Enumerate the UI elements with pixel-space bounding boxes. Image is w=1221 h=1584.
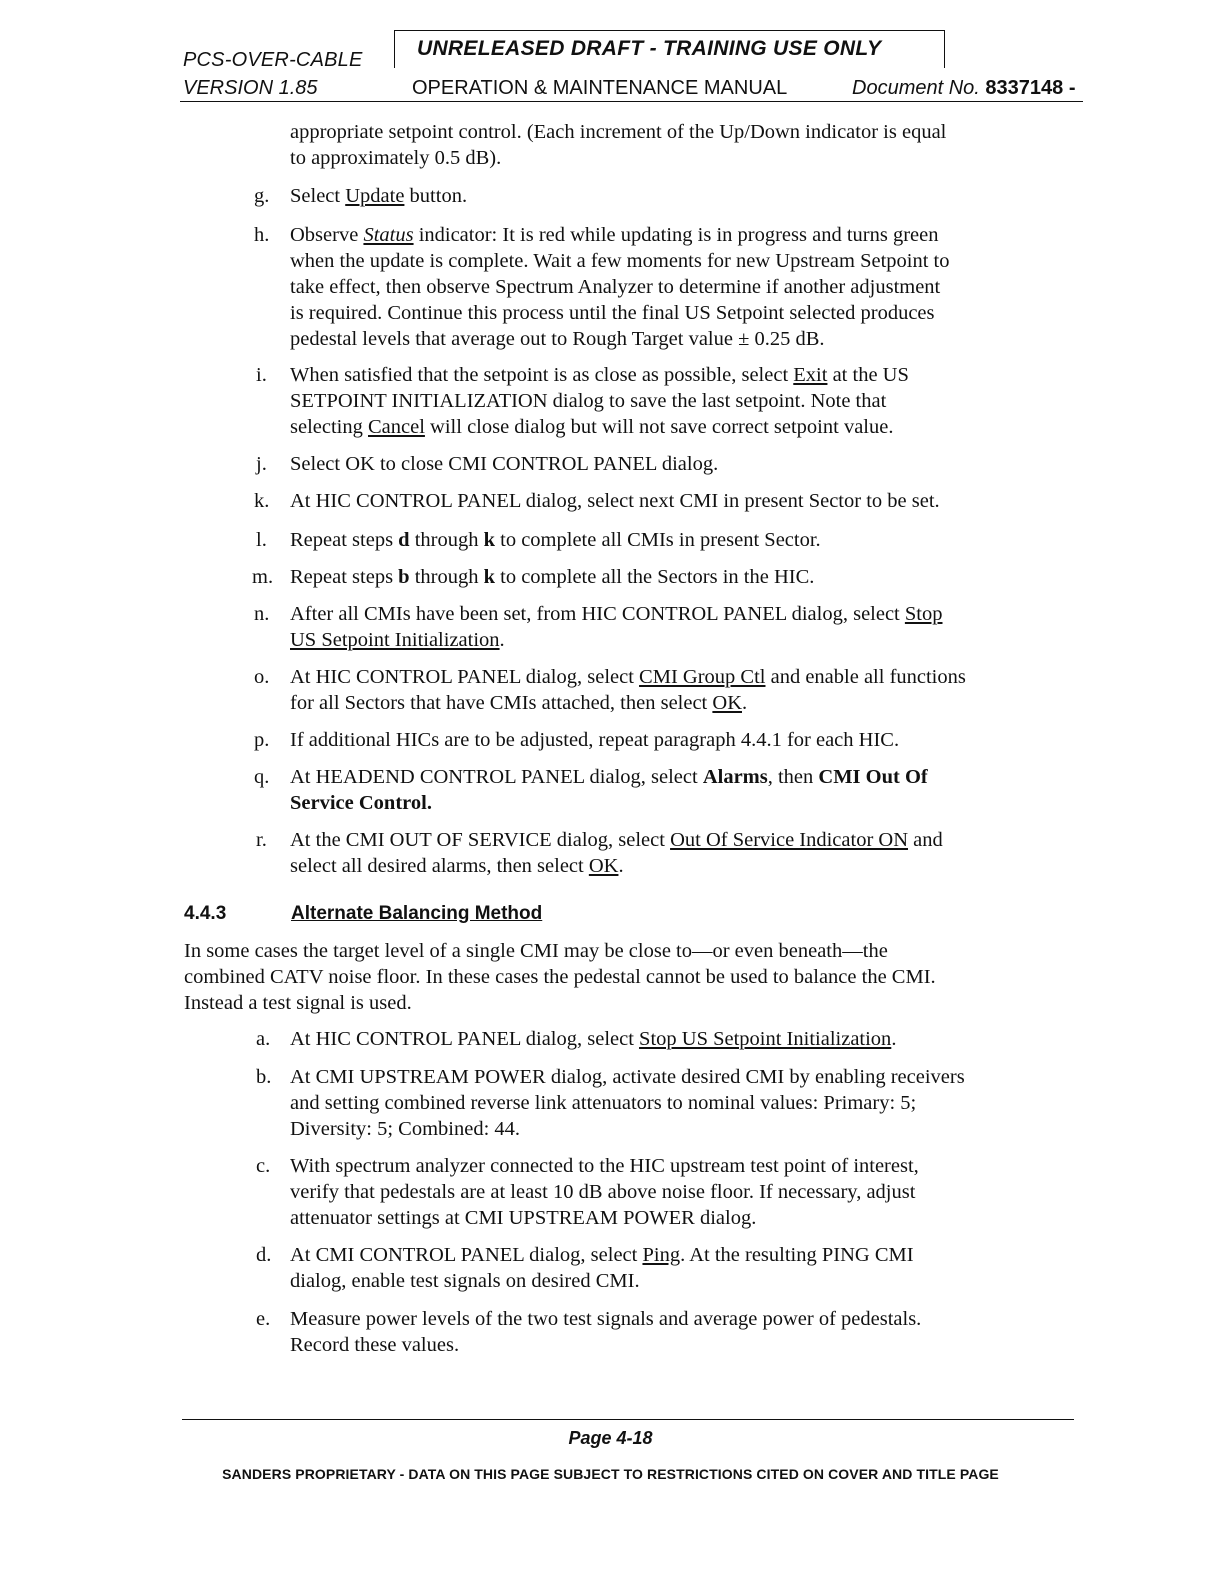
section-intro [184, 938, 936, 1016]
status-indicator-ref: Status [363, 224, 414, 246]
text-line: SETPOINT INITIALIZATION dialog to save the last setpoint. Note that [290, 390, 887, 412]
text-line: combined CATV noise floor. In these cases the pedestal cannot be used to balance the CMI. [184, 966, 936, 988]
text: and enable all functions [765, 666, 966, 688]
text-line: pedestal levels that average out to Rough Target value ± 0.25 dB. [290, 328, 825, 350]
text: At CMI CONTROL PANEL dialog, select [290, 1244, 643, 1266]
stop-setpoint-ref: US Setpoint Initialization [290, 629, 500, 651]
text: select all desired alarms, then select [290, 855, 589, 877]
text: through [409, 566, 484, 588]
alarms-ref: Alarms [702, 766, 768, 788]
step-o [290, 664, 966, 716]
text-line: With spectrum analyzer connected to the HIC upstream test point of interest, [290, 1155, 919, 1177]
text-line: dialog, enable test signals on desired CMI. [290, 1270, 640, 1292]
text-line [290, 601, 943, 627]
text-line: to approximately 0.5 dB). [290, 147, 502, 169]
text: indicator: It is red while updating is in progress and turns green [413, 224, 939, 246]
text: Repeat steps [290, 529, 399, 551]
step-q [290, 764, 928, 816]
step-label: l. [256, 529, 267, 551]
text-line [290, 827, 943, 853]
text: When satisfied that the setpoint is as close as possible, select [290, 364, 794, 386]
step-g [290, 183, 467, 209]
cmi-out-of-service-ref: CMI Out Of [818, 766, 928, 788]
stop-setpoint-ref: Stop [904, 603, 943, 625]
text-line: In some cases the target level of a single CMI may be close to—or even beneath—the [184, 940, 888, 962]
text-line [290, 853, 943, 879]
step-label: c. [256, 1155, 271, 1177]
footer-rule [182, 1419, 1074, 1420]
step-m [290, 564, 814, 590]
text: At the CMI OUT OF SERVICE dialog, select [290, 829, 671, 851]
step-label: g. [254, 185, 270, 207]
text-line: At CMI UPSTREAM POWER dialog, activate desired CMI by enabling receivers [290, 1066, 965, 1088]
text-line: attenuator settings at CMI UPSTREAM POWER dialog. [290, 1207, 757, 1229]
header-rule [180, 101, 1083, 102]
text-line: verify that pedestals are at least 10 dB above noise floor. If necessary, adjust [290, 1181, 916, 1203]
header-document-number [852, 76, 1075, 100]
step-ref: d [398, 529, 410, 551]
step-label: b. [256, 1066, 272, 1088]
text-line: when the update is complete. Wait a few moments for new Upstream Setpoint to [290, 250, 950, 272]
step-label: d. [256, 1244, 272, 1266]
header-manual-title: OPERATION & MAINTENANCE MANUAL [412, 77, 788, 99]
step-label: p. [254, 729, 270, 751]
header-product-block [183, 47, 363, 73]
step-e [290, 1306, 921, 1358]
stop-setpoint-ref: Stop US Setpoint Initialization [639, 1028, 892, 1050]
text: After all CMIs have been set, from HIC CONTROL PANEL dialog, select [290, 603, 905, 625]
step-label: e. [256, 1308, 271, 1330]
text: At HEADEND CONTROL PANEL dialog, select [290, 766, 703, 788]
text-line [290, 764, 928, 790]
text: At HIC CONTROL PANEL dialog, select [290, 666, 640, 688]
text: Repeat steps [290, 566, 399, 588]
header-product: PCS-OVER-CABLE [183, 49, 363, 71]
step-l [290, 527, 821, 553]
ok-button-ref: OK [588, 855, 619, 877]
step-label: j. [256, 453, 267, 475]
cmi-out-of-service-ref: Service Control [290, 792, 427, 814]
text-line [290, 790, 928, 816]
step-c [290, 1153, 919, 1231]
text-line [290, 362, 909, 388]
text-line: Diversity: 5; Combined: 44. [290, 1118, 521, 1140]
step-label: k. [254, 490, 270, 512]
step-label: r. [256, 829, 267, 851]
step-ref: k [483, 566, 496, 588]
text: . [618, 855, 624, 877]
ok-button-ref: OK [712, 692, 742, 714]
step-k: At HIC CONTROL PANEL dialog, select next CMI in present Sector to be set. [290, 490, 940, 512]
exit-button-ref: Exit [793, 364, 828, 386]
text: At HIC CONTROL PANEL dialog, select [290, 1028, 640, 1050]
text-line: Measure power levels of the two test signals and average power of pedestals. [290, 1308, 922, 1330]
section-title: Alternate Balancing Method [291, 903, 543, 924]
step-label: h. [254, 224, 270, 246]
step-n [290, 601, 943, 653]
step-a [290, 1026, 896, 1052]
text: . [891, 1028, 897, 1050]
update-button-ref: Update [345, 185, 405, 207]
doc-label: Document No. [852, 77, 980, 99]
text: through [409, 529, 484, 551]
page-number: Page 4-18 [568, 1428, 653, 1448]
text-line: take effect, then observe Spectrum Analyzer to determine if another adjustment [290, 276, 941, 298]
text: Observe [290, 224, 364, 246]
proprietary-notice: SANDERS PROPRIETARY - DATA ON THIS PAGE SUBJECT TO RESTRICTIONS CITED ON COVER AND TITLE PAGE [222, 1466, 999, 1482]
text-line: is required. Continue this process until the final US Setpoint selected produces [290, 302, 935, 324]
text-line [290, 690, 966, 716]
text: . [499, 629, 505, 651]
text: for all Sectors that have CMIs attached, then select [290, 692, 713, 714]
text: . [742, 692, 748, 714]
text-line: Record these values. [290, 1334, 460, 1356]
text: to complete all CMIs in present Sector. [495, 529, 821, 551]
text: Select [290, 185, 346, 207]
text: , then [767, 766, 819, 788]
text-line [290, 664, 966, 690]
doc-number: 8337148 - [985, 77, 1076, 99]
text: and [908, 829, 943, 851]
step-h [290, 222, 950, 352]
oos-indicator-ref: Out Of Service Indicator ON [670, 829, 909, 851]
text: button. [404, 185, 468, 207]
text-line [290, 1242, 914, 1268]
step-label: o. [254, 666, 270, 688]
step-d [290, 1242, 914, 1294]
step-ref: b [398, 566, 410, 588]
text-line [290, 222, 950, 248]
text-line: and setting combined reverse link attenuators to nominal values: Primary: 5; [290, 1092, 917, 1114]
step-label: a. [256, 1028, 271, 1050]
step-i [290, 362, 909, 440]
text-line [290, 627, 943, 653]
step-p: If additional HICs are to be adjusted, repeat paragraph 4.4.1 for each HIC. [290, 729, 900, 751]
text-line: appropriate setpoint control. (Each increment of the Up/Down indicator is equal [290, 121, 947, 143]
header-version: VERSION 1.85 [183, 77, 318, 99]
step-label: n. [254, 603, 270, 625]
text: will close dialog but will not save correct setpoint value. [424, 416, 894, 438]
step-f-continuation [290, 119, 946, 171]
text: . [426, 792, 432, 814]
step-label: i. [256, 364, 267, 386]
step-b [290, 1064, 965, 1142]
step-r [290, 827, 943, 879]
ping-button-ref: Ping [642, 1244, 681, 1266]
cancel-button-ref: Cancel [368, 416, 425, 438]
step-label: m. [252, 566, 274, 588]
step-ref: k [483, 529, 496, 551]
text-line: Instead a test signal is used. [184, 992, 412, 1014]
section-number: 4.4.3 [184, 903, 227, 924]
text: at the US [827, 364, 909, 386]
step-j: Select OK to close CMI CONTROL PANEL dialog. [290, 453, 719, 475]
step-label: q. [254, 766, 270, 788]
draft-banner: UNRELEASED DRAFT - TRAINING USE ONLY [417, 37, 882, 60]
cmi-group-ctl-ref: CMI Group Ctl [639, 666, 766, 688]
text: selecting [290, 416, 368, 438]
text-line [290, 414, 909, 440]
text: to complete all the Sectors in the HIC. [495, 566, 815, 588]
text: . At the resulting PING CMI [680, 1244, 914, 1266]
